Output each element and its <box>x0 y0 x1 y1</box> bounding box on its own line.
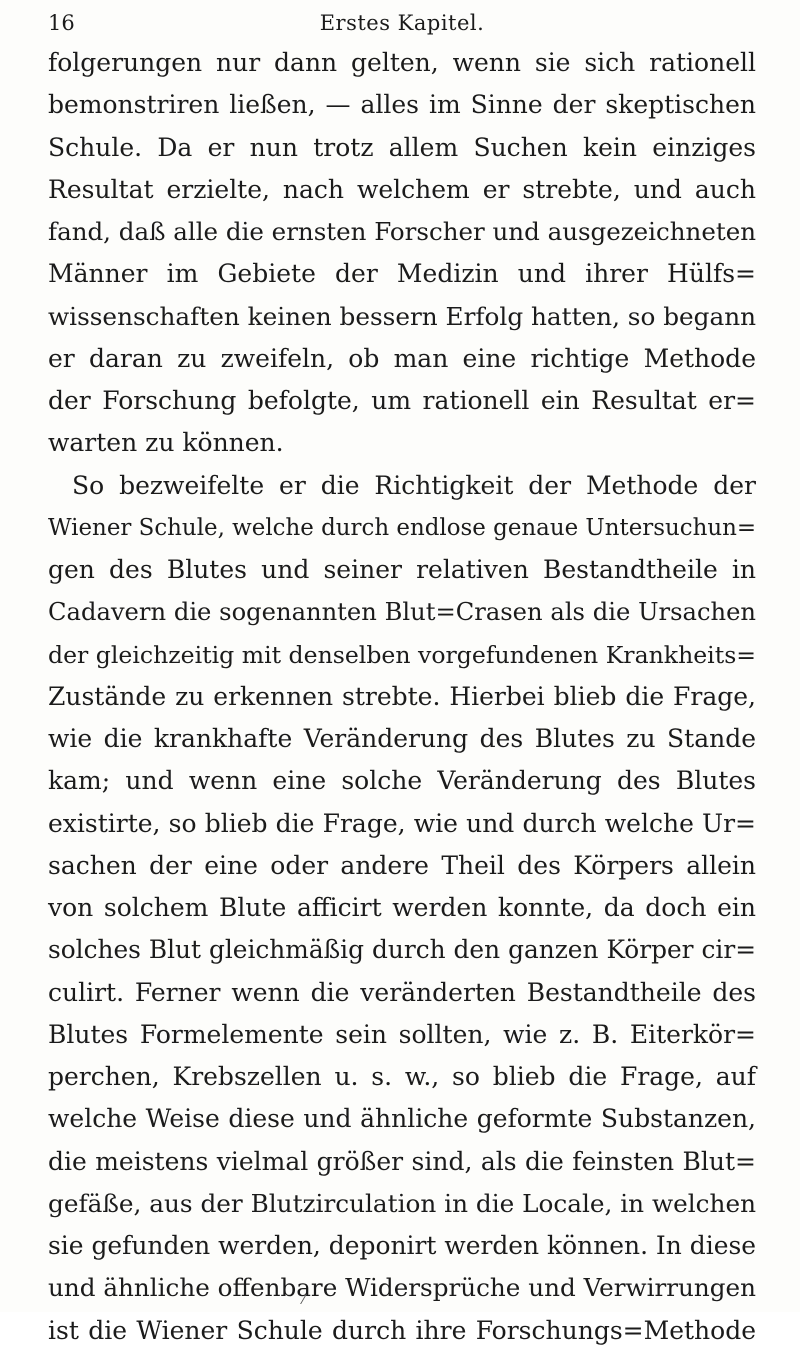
text-line: von solchem Blute afficirt werden konnte, da doch ein <box>48 893 756 922</box>
text-line: ist die Wiener Schule durch ihre Forschungs=Methode <box>48 1315 756 1345</box>
text-line: sie gefunden werden, deponirt werden können. In diese <box>48 1231 756 1260</box>
text-line: welche Weise diese und ähnliche geformte Substanzen, <box>48 1104 756 1134</box>
running-head <box>48 8 756 38</box>
text-line: wissenschaften keinen bessern Erfolg hatten, so begann <box>48 301 757 331</box>
text-line: kam; und wenn eine solche Veränderung des Blutes <box>48 766 756 796</box>
text-line: culirt. Ferner wenn die veränderten Bestandtheile des <box>48 977 756 1007</box>
text-line: Männer im Gebiete der Medizin und ihrer Hülfs= <box>48 259 756 289</box>
text-line: Blutes Formelemente sein sollten, wie z. B. Eiterkör= <box>48 1019 756 1049</box>
text-line: Cadavern die sogenannten Blut=Crasen als die Ursachen <box>48 598 756 627</box>
text-line: fand, daß alle die ernsten Forscher und ausgezeichneten <box>48 217 756 246</box>
text-line: perchen, Krebszellen u. s. w., so blieb die Frage, auf <box>48 1062 756 1091</box>
page-number: 16 <box>48 11 75 35</box>
text-line: bemonstriren ließen, — alles im Sinne der skeptischen <box>48 90 756 120</box>
text-line: wie die krankhafte Veränderung des Blutes zu Stande <box>48 724 756 753</box>
text-line: existirte, so blieb die Frage, wie und durch welche Ur= <box>48 808 756 838</box>
text-line: der Forschung befolgte, um rationell ein Resultat er= <box>48 386 756 415</box>
chapter-title: Erstes Kapitel. <box>319 11 485 35</box>
body-text <box>48 42 756 1352</box>
text-line: Zustände zu erkennen strebte. Hierbei blieb die Frage, <box>48 681 756 711</box>
text-line: die meistens vielmal größer sind, als die feinsten Blut= <box>48 1146 756 1176</box>
text-line: sachen der eine oder andere Theil des Körpers allein <box>48 850 756 880</box>
text-line: er daran zu zweifeln, ob man eine richtige Methode <box>48 343 756 373</box>
text-line: folgerungen nur dann gelten, wenn sie sich rationell <box>48 48 756 77</box>
text-line: und ähnliche offenbare Widersprüche und Verwirrungen <box>48 1273 756 1303</box>
text-line: Resultat erzielte, nach welchem er strebte, und auch <box>48 174 756 204</box>
paragraph-start-line: So bezweifelte er die Richtigkeit der Methode der <box>72 470 756 500</box>
text-line: der gleichzeitig mit denselben vorgefundenen Krankheits= <box>48 640 757 669</box>
text-line: gefäße, aus der Blutzirculation in die Locale, in welchen <box>48 1188 756 1218</box>
text-line: gen des Blutes und seiner relativen Bestandtheile in <box>48 555 756 584</box>
text-line: Schule. Da er nun trotz allem Suchen kein einziges <box>48 132 756 162</box>
text-line: Wiener Schule, welche durch endlose genaue Untersuchun= <box>48 514 757 541</box>
text-line: solches Blut gleichmäßig durch den ganzen Körper cir= <box>48 935 756 965</box>
text-line: warten zu können. <box>48 428 284 458</box>
